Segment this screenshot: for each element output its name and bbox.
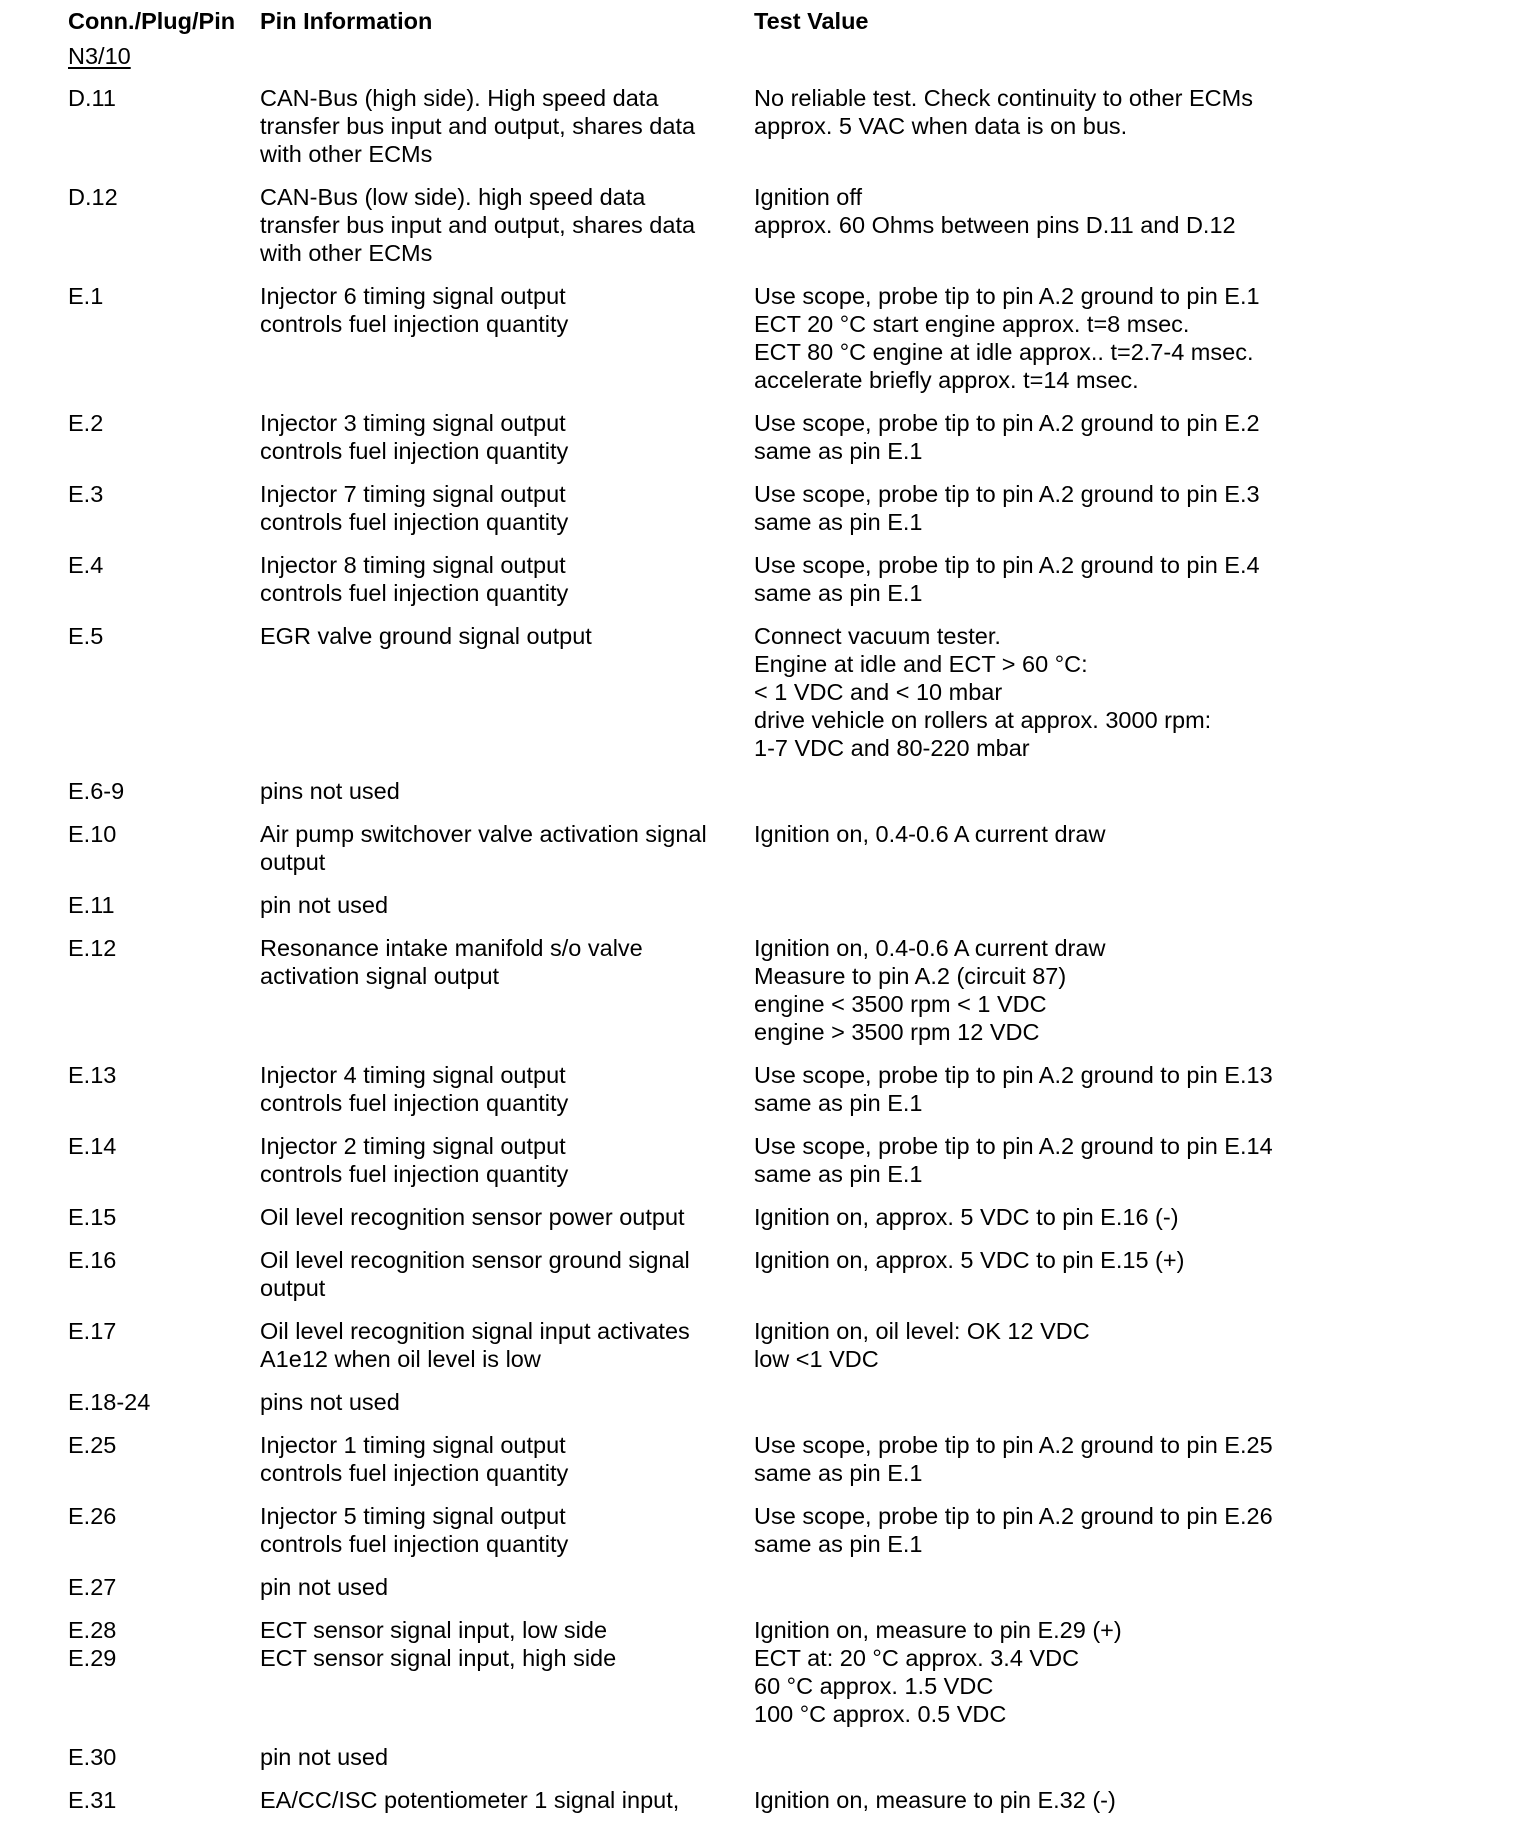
info-line: controls fuel injection quantity — [260, 1531, 569, 1557]
table-row — [68, 1431, 1508, 1502]
pin-line: E.28 — [68, 1617, 117, 1643]
info-line: ECT sensor signal input, high side — [260, 1645, 617, 1671]
info-line: controls fuel injection quantity — [260, 311, 569, 337]
header-pin-information: Pin Information — [260, 8, 433, 34]
table-row — [68, 1573, 1508, 1616]
pin-cell — [68, 409, 260, 437]
test-line: Ignition on, 0.4-0.6 A current draw — [754, 821, 1106, 847]
pin-line: E.4 — [68, 552, 104, 578]
info-line: Injector 6 timing signal output — [260, 283, 566, 309]
test-cell — [754, 183, 1508, 239]
test-line: same as pin E.1 — [754, 580, 923, 606]
info-line: Injector 7 timing signal output — [260, 481, 566, 507]
info-line: with other ECMs — [260, 141, 433, 167]
info-line: Resonance intake manifold s/o valve — [260, 935, 643, 961]
info-cell — [260, 551, 754, 607]
test-line: 1-7 VDC and 80-220 mbar — [754, 735, 1030, 761]
info-line: controls fuel injection quantity — [260, 580, 569, 606]
info-line: transfer bus input and output, shares data — [260, 113, 696, 139]
table-row — [68, 1502, 1508, 1573]
pin-line: E.25 — [68, 1432, 117, 1458]
pin-cell — [68, 282, 260, 310]
table-row — [68, 409, 1508, 480]
pin-line: E.31 — [68, 1787, 117, 1813]
table-row — [68, 777, 1508, 820]
pin-line: E.3 — [68, 481, 104, 507]
pin-cell — [68, 1246, 260, 1274]
test-cell — [754, 934, 1508, 1046]
info-cell — [260, 1132, 754, 1188]
test-cell — [754, 1203, 1508, 1231]
test-line: same as pin E.1 — [754, 509, 923, 535]
test-line: Use scope, probe tip to pin A.2 ground to pin E.26 — [754, 1503, 1273, 1529]
test-line: No reliable test. Check continuity to other ECMs — [754, 85, 1253, 111]
info-cell — [260, 1203, 754, 1231]
info-cell — [260, 1246, 754, 1302]
table-row — [68, 1132, 1508, 1203]
test-cell — [754, 480, 1508, 536]
test-line: 100 °C approx. 0.5 VDC — [754, 1701, 1007, 1727]
pin-line: E.6-9 — [68, 778, 125, 804]
info-cell — [260, 622, 754, 650]
info-line: pins not used — [260, 778, 400, 804]
pin-line: E.26 — [68, 1503, 117, 1529]
pin-cell — [68, 1616, 260, 1672]
table-row — [68, 551, 1508, 622]
info-cell — [260, 777, 754, 805]
test-line: approx. 5 VAC when data is on bus. — [754, 113, 1128, 139]
pin-cell — [68, 820, 260, 848]
test-line: Use scope, probe tip to pin A.2 ground to pin E.2 — [754, 410, 1260, 436]
pin-cell — [68, 1502, 260, 1530]
pin-line: E.27 — [68, 1574, 117, 1600]
info-line: Injector 8 timing signal output — [260, 552, 566, 578]
table-row — [68, 1786, 1508, 1826]
table-row — [68, 282, 1508, 409]
table-row — [68, 891, 1508, 934]
pin-line: E.30 — [68, 1744, 117, 1770]
pin-line: E.16 — [68, 1247, 117, 1273]
test-line: same as pin E.1 — [754, 1090, 923, 1116]
test-line: Engine at idle and ECT > 60 °C: — [754, 651, 1088, 677]
test-line: drive vehicle on rollers at approx. 3000 rpm: — [754, 707, 1212, 733]
test-cell — [754, 1061, 1508, 1117]
info-cell — [260, 1061, 754, 1117]
pin-line: D.12 — [68, 184, 118, 210]
info-line: Injector 3 timing signal output — [260, 410, 566, 436]
test-line: ECT at: 20 °C approx. 3.4 VDC — [754, 1645, 1080, 1671]
info-line: output — [260, 1275, 326, 1301]
info-line: EA/CC/ISC potentiometer 1 signal input, — [260, 1787, 680, 1813]
info-line: CAN-Bus (high side). High speed data — [260, 85, 659, 111]
pin-cell — [68, 1203, 260, 1231]
info-line: controls fuel injection quantity — [260, 1460, 569, 1486]
pin-line: E.5 — [68, 623, 104, 649]
info-line: controls fuel injection quantity — [260, 1090, 569, 1116]
pin-cell — [68, 1786, 260, 1814]
pin-cell — [68, 1431, 260, 1459]
test-cell — [754, 1786, 1508, 1814]
info-cell — [260, 183, 754, 267]
info-line: transfer bus input and output, shares data — [260, 212, 696, 238]
test-line: Use scope, probe tip to pin A.2 ground to pin E.4 — [754, 552, 1260, 578]
info-cell — [260, 409, 754, 465]
test-line: Ignition on, oil level: OK 12 VDC — [754, 1318, 1090, 1344]
test-line: Use scope, probe tip to pin A.2 ground to pin E.13 — [754, 1062, 1273, 1088]
pinout-document — [68, 0, 1508, 1826]
test-line: Ignition off — [754, 184, 863, 210]
test-line: Ignition on, approx. 5 VDC to pin E.15 (+) — [754, 1247, 1185, 1273]
table-row — [68, 1246, 1508, 1317]
pin-line: D.11 — [68, 85, 116, 111]
pin-line: E.14 — [68, 1133, 117, 1159]
table-header — [68, 0, 1508, 42]
test-cell — [754, 1317, 1508, 1373]
section-label: N3/10 — [68, 43, 131, 69]
table-row — [68, 183, 1508, 282]
test-cell — [754, 1132, 1508, 1188]
pin-line: E.1 — [68, 283, 104, 309]
info-cell — [260, 1388, 754, 1416]
pin-line: E.18-24 — [68, 1389, 151, 1415]
pin-cell — [68, 1317, 260, 1345]
pin-cell — [68, 183, 260, 211]
table-row — [68, 934, 1508, 1061]
pin-line: E.17 — [68, 1318, 117, 1344]
table-row — [68, 1616, 1508, 1743]
test-line: same as pin E.1 — [754, 1460, 923, 1486]
info-line: pins not used — [260, 1389, 400, 1415]
info-cell — [260, 282, 754, 338]
pin-cell — [68, 1743, 260, 1771]
info-line: pin not used — [260, 892, 389, 918]
pin-cell — [68, 934, 260, 962]
table-row — [68, 1317, 1508, 1388]
test-line: engine < 3500 rpm < 1 VDC — [754, 991, 1047, 1017]
test-line: low <1 VDC — [754, 1346, 879, 1372]
pin-line: E.2 — [68, 410, 104, 436]
test-cell — [754, 409, 1508, 465]
info-line: Injector 1 timing signal output — [260, 1432, 566, 1458]
test-line: Connect vacuum tester. — [754, 623, 1001, 649]
test-line: Ignition on, measure to pin E.32 (-) — [754, 1787, 1116, 1813]
info-line: Injector 2 timing signal output — [260, 1133, 566, 1159]
pin-cell — [68, 84, 260, 112]
info-cell — [260, 1502, 754, 1558]
test-cell — [754, 1502, 1508, 1558]
table-row — [68, 622, 1508, 777]
test-line: engine > 3500 rpm 12 VDC — [754, 1019, 1040, 1045]
table-row — [68, 84, 1508, 183]
pin-line: E.13 — [68, 1062, 117, 1088]
info-line: output — [260, 849, 326, 875]
info-cell — [260, 934, 754, 990]
test-line: accelerate briefly approx. t=14 msec. — [754, 367, 1139, 393]
test-cell — [754, 820, 1508, 848]
info-cell — [260, 1573, 754, 1601]
info-cell — [260, 1317, 754, 1373]
test-line: same as pin E.1 — [754, 1531, 923, 1557]
info-line: pin not used — [260, 1744, 389, 1770]
pin-line: E.15 — [68, 1204, 117, 1230]
info-cell — [260, 1431, 754, 1487]
test-line: Ignition on, measure to pin E.29 (+) — [754, 1617, 1122, 1643]
table-row — [68, 1061, 1508, 1132]
test-line: 60 °C approx. 1.5 VDC — [754, 1673, 994, 1699]
pin-line: E.29 — [68, 1645, 117, 1671]
info-line: Oil level recognition sensor ground signal — [260, 1247, 690, 1273]
info-cell — [260, 84, 754, 168]
pin-cell — [68, 480, 260, 508]
info-line: EGR valve ground signal output — [260, 623, 592, 649]
test-line: Use scope, probe tip to pin A.2 ground to pin E.14 — [754, 1133, 1273, 1159]
test-line: approx. 60 Ohms between pins D.11 and D.12 — [754, 212, 1236, 238]
info-line: controls fuel injection quantity — [260, 509, 569, 535]
test-line: ECT 80 °C engine at idle approx.. t=2.7-4 msec. — [754, 339, 1254, 365]
test-line: ECT 20 °C start engine approx. t=8 msec. — [754, 311, 1190, 337]
pin-cell — [68, 1388, 260, 1416]
test-line: Measure to pin A.2 (circuit 87) — [754, 963, 1067, 989]
test-cell — [754, 622, 1508, 762]
pin-line: E.12 — [68, 935, 117, 961]
info-line: CAN-Bus (low side). high speed data — [260, 184, 646, 210]
info-line: Oil level recognition sensor power output — [260, 1204, 685, 1230]
test-line: same as pin E.1 — [754, 1161, 923, 1187]
info-line: activation signal output — [260, 963, 500, 989]
info-cell — [260, 1616, 754, 1672]
pin-line: E.10 — [68, 821, 117, 847]
test-line: Ignition on, approx. 5 VDC to pin E.16 (-) — [754, 1204, 1179, 1230]
info-cell — [260, 820, 754, 876]
table-row — [68, 1388, 1508, 1431]
info-cell — [260, 1743, 754, 1771]
header-conn-plug-pin: Conn./Plug/Pin — [68, 8, 236, 34]
table-row — [68, 820, 1508, 891]
pin-line: E.11 — [68, 892, 115, 918]
info-line: controls fuel injection quantity — [260, 1161, 569, 1187]
info-line: Oil level recognition signal input activates — [260, 1318, 690, 1344]
pin-cell — [68, 891, 260, 919]
test-line: Ignition on, 0.4-0.6 A current draw — [754, 935, 1106, 961]
pin-cell — [68, 551, 260, 579]
info-line: Injector 4 timing signal output — [260, 1062, 566, 1088]
table-row — [68, 1203, 1508, 1246]
info-line: Air pump switchover valve activation signal — [260, 821, 707, 847]
info-cell — [260, 480, 754, 536]
section-heading — [68, 42, 1508, 84]
test-line: same as pin E.1 — [754, 438, 923, 464]
table-row — [68, 1743, 1508, 1786]
test-cell — [754, 551, 1508, 607]
pin-table-body — [68, 84, 1508, 1826]
test-cell — [754, 1246, 1508, 1274]
table-row — [68, 480, 1508, 551]
info-line: ECT sensor signal input, low side — [260, 1617, 608, 1643]
info-line: Injector 5 timing signal output — [260, 1503, 566, 1529]
test-cell — [754, 1616, 1508, 1728]
pin-cell — [68, 1061, 260, 1089]
pin-cell — [68, 1573, 260, 1601]
info-line: with other ECMs — [260, 240, 433, 266]
pin-cell — [68, 1132, 260, 1160]
test-cell — [754, 84, 1508, 140]
pin-cell — [68, 622, 260, 650]
test-line: Use scope, probe tip to pin A.2 ground to pin E.3 — [754, 481, 1260, 507]
info-line: pin not used — [260, 1574, 389, 1600]
test-cell — [754, 1431, 1508, 1487]
test-line: < 1 VDC and < 10 mbar — [754, 679, 1003, 705]
pin-cell — [68, 777, 260, 805]
info-line: A1e12 when oil level is low — [260, 1346, 541, 1372]
info-cell — [260, 1786, 754, 1814]
test-line: Use scope, probe tip to pin A.2 ground to pin E.25 — [754, 1432, 1273, 1458]
test-cell — [754, 282, 1508, 394]
info-cell — [260, 891, 754, 919]
header-test-value: Test Value — [754, 8, 869, 34]
test-line: Use scope, probe tip to pin A.2 ground to pin E.1 — [754, 283, 1260, 309]
info-line: controls fuel injection quantity — [260, 438, 569, 464]
